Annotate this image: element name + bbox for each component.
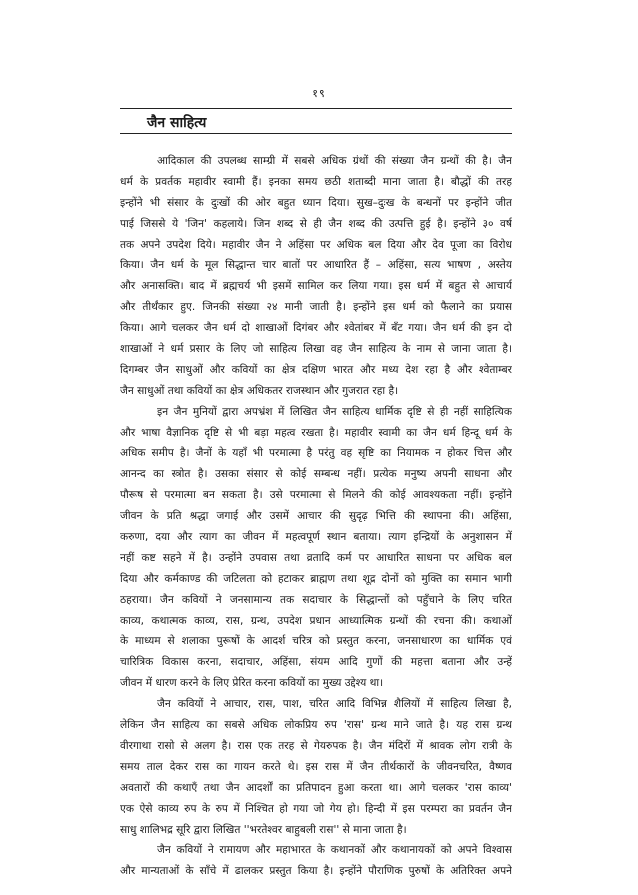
text-line: पाई जिससे ये 'जिन' कहलाये। जिन शब्द से ही जैन शब्द की उत्पत्ति हुई है। इन्होंने ३० वर्ष	[120, 217, 512, 230]
text-line: दिया और कर्मकाण्ड की जटिलता को हटाकर ब्राह्मण तथा शूद्र दोनों को मुक्ति का समान भागी	[120, 572, 512, 585]
text-line: लेकिन जैन साहित्य का सबसे अधिक लोकप्रिय रुप 'रास' ग्रन्थ माने जाते है। यह रास ग्रन्थ	[120, 719, 512, 732]
text-line: धर्म के प्रवर्तक महावीर स्वामी हैं। इनका समय छठी शताब्दी माना जाता है। बौद्धों की तरह	[120, 175, 512, 188]
text-line: आदिकाल की उपलब्ध साम्ग्री में सबसे अधिक ग्रंथों की संख्या जैन ग्रन्थों की है। जैन	[157, 155, 512, 167]
text-line: अवतारों की कथाएँ तथा जैन आदर्शों का प्रतिपादन हुआ करता था। आगे चलकर 'रास काव्य'	[120, 781, 512, 794]
text-line: जीवन में धारण करने के लिए प्रेरित करना कवियों का मुख्य उद्देश्य था।	[120, 677, 384, 690]
text-line: अधिक समीप है। जैनों के यहाँ भी परमात्मा है परंतु वह सृष्टि का नियामक न होकर चित्त और	[120, 447, 512, 460]
text-line: के माध्यम से शलाका पुरूषों के आदर्श चरित्र को प्रस्तुत करना, जनसाधारण का धार्मिक एवं	[120, 635, 512, 648]
page-number: १९	[312, 87, 326, 100]
text-line: करुणा, दया और त्याग का जीवन में महत्वपूर्ण स्थान बताया। त्याग इन्द्रियों के अनुशासन में	[120, 531, 512, 544]
section-heading: जैन साहित्य	[147, 115, 207, 131]
text-line: किया। आगे चलकर जैन धर्म दो शाखाओं दिगंबर और श्वेतांबर में बँट गया। जैन धर्म की इन दो	[120, 322, 512, 335]
text-line: और मान्यताओं के साँचे में ढालकर प्रस्तुत किया है। इन्होंने पौराणिक पुरुषों के अतिरिक्त अपने	[120, 865, 512, 878]
text-line: और अनासक्ति। बाद में ब्रह्मचर्य भी इसमें सामिल कर लिया गया। इस धर्म में बहुत से आचार्य	[120, 280, 512, 293]
text-line: इन्होंने भी संसार के दुःखों की ओर बहुत ध्यान दिया। सुख–दुःख के बन्धनों पर इन्होंने जीत	[120, 196, 512, 209]
text-line: शाखाओं ने धर्म प्रसार के लिए जो साहित्य लिखा वह जैन साहित्य के नाम से जाना जाता है।	[120, 343, 512, 356]
text-line: नहीं कष्ट सहने में है। उन्होंने उपवास तथा व्रतादि कर्म पर आधारित साधना पर अधिक बल	[120, 551, 512, 564]
text-line: किया। जैन धर्म के मूल सिद्धान्त चार बातों पर आधारित हैं – अहिंसा, सत्य भाषण , अस्तेय	[120, 259, 512, 272]
text-line: वीरगाथा रासो से अलग है। रास एक तरह से गेयरुपक है। जैन मंदिरों में श्रावक लोग रात्री के	[120, 739, 512, 752]
text-line: जीवन के प्रति श्रद्धा जगाई और उसमें आचार की सुदृढ़ भित्ति की स्थापना की। अहिंसा,	[120, 510, 512, 523]
heading-rule-top	[120, 108, 512, 109]
text-line: आनन्द का स्त्रोत है। उसका संसार से कोई सम्बन्ध नहीं। प्रत्येक मनुष्य अपनी साधना और	[120, 468, 512, 481]
body-text	[120, 151, 512, 882]
text-line: जैन साधुओं तथा कवियों का क्षेत्र अधिकतर राजस्थान और गुजरात रहा है।	[120, 384, 399, 397]
text-line: इन जैन मुनियों द्वारा अपभ्रंश में लिखित जैन साहित्य धार्मिक दृष्टि से ही नहीं साहित्यिक	[157, 405, 512, 418]
text-line: तक अपने उपदेश दिये। महावीर जैन ने अहिंसा पर अधिक बल दिया और देव पूजा का विरोध	[120, 238, 512, 251]
text-line: जैन कवियों ने आचार, रास, पाश, चरित आदि विभिन्न शैलियों में साहित्य लिखा है,	[157, 698, 512, 711]
heading-rule-bottom	[120, 133, 512, 134]
text-line: ठहराया। जैन कवियों ने जनसामान्य तक सदाचार के सिद्धान्तों को पहुँचाने के लिए चरित	[120, 593, 512, 606]
text-line: काव्य, कथात्मक काव्य, रास, ग्रन्थ, उपदेश प्रधान आध्यात्मिक ग्रन्थों की रचना की। कथाओं	[120, 614, 512, 627]
text-line: और भाषा वैज्ञानिक दृष्टि से भी बड़ा महत्व रखता है। महावीर स्वामी का जैन धर्म हिन्दू धर्म के	[120, 426, 512, 439]
text-line: पौरूष से परमात्मा बन सकता है। उसे परमात्मा से मिलने की कोई आवश्यकता नहीं। इन्होंने	[120, 489, 512, 502]
text-line: चारित्रिक विकास करना, सदाचार, अहिंसा, संयम आदि गुणों की महत्ता बताना और उन्हें	[120, 656, 512, 669]
text-line: समय ताल देकर रास का गायन करते थे। इस रास में जैन तीर्थकारों के जीवनचरित, वैष्णव	[120, 760, 512, 773]
text-line: दिगम्बर जैन साधुओं और कवियों का क्षेत्र दक्षिण भारत और मध्य देश रहा है और श्वेताम्बर	[120, 363, 512, 376]
text-line: और तीर्थंकार हुए. जिनकी संख्या २४ मानी जाती है। इन्होंने इस धर्म को फैलाने का प्रयास	[120, 301, 512, 314]
text-line: एक ऐसे काव्य रुप के रुप में निश्चित हो गया जो गेय हो। हिन्दी में इस परम्परा का प्रवर्तन जैन	[120, 802, 512, 815]
text-line: साधु शालिभद्र सूरि द्वारा लिखित ''भरतेश्वर बाहुबली रास'' से माना जाता है।	[120, 823, 407, 836]
text-line: जैन कवियों ने रामायण और महाभारत के कथानकों और कथानायकों को अपने विश्वास	[157, 844, 512, 857]
